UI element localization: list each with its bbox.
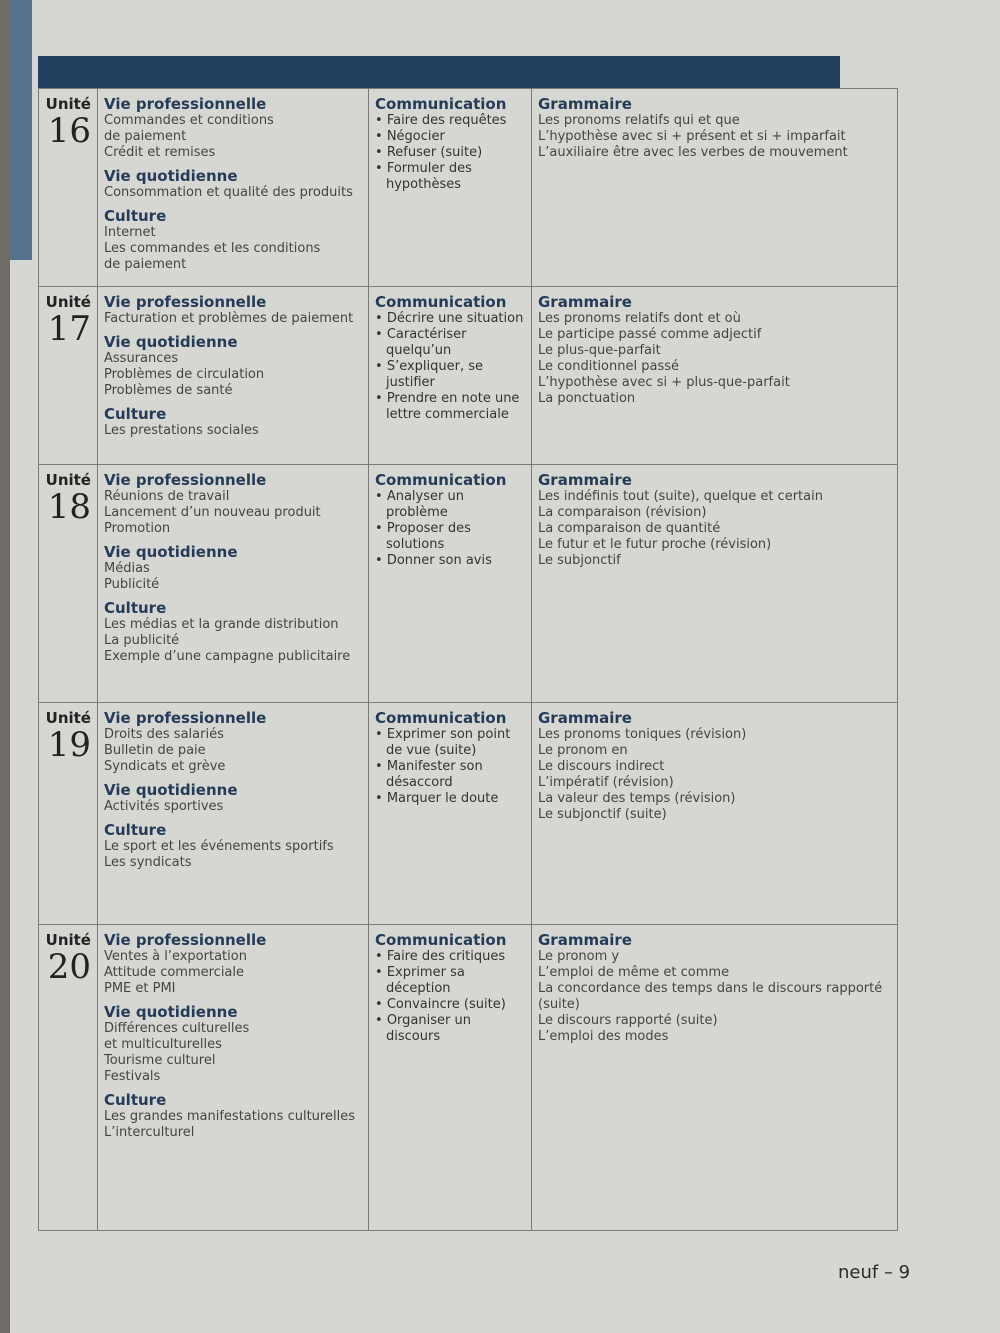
vie-quotidienne-title: Vie quotidienne [104, 781, 238, 799]
culture-title: Culture [104, 821, 167, 839]
grammaire-list [538, 949, 891, 1045]
communication-item: • Convaincre (suite) [375, 997, 525, 1013]
communication-item: • Donner son avis [375, 553, 525, 569]
list-item: et multiculturelles [104, 1037, 222, 1052]
grammaire-list [538, 113, 891, 161]
communication-title: Communication [375, 471, 507, 489]
list-item: Le discours rapporté (suite) [538, 1013, 718, 1028]
communication-item: • Analyser un problème [375, 489, 525, 521]
vie-quotidienne-list [104, 351, 362, 399]
communication-list [375, 727, 525, 807]
list-item: L’emploi de même et comme [538, 965, 730, 980]
communication-title: Communication [375, 709, 507, 727]
communication-title: Communication [375, 931, 507, 949]
culture-list [104, 423, 362, 439]
grammaire-list [538, 727, 891, 823]
communication-item: • Organiser un discours [375, 1013, 525, 1045]
grammaire-title: Grammaire [538, 471, 632, 489]
vie-quotidienne-list [104, 799, 362, 815]
culture-list [104, 1109, 362, 1141]
grammaire-title: Grammaire [538, 709, 632, 727]
list-item: Facturation et problèmes de paiement [104, 311, 354, 326]
list-item: Les commandes et les conditions [104, 241, 321, 256]
communication-item: • Décrire une situation [375, 311, 525, 327]
communication-item: • Manifester son désaccord [375, 759, 525, 791]
list-item: Le participe passé comme adjectif [538, 327, 762, 342]
unit-number: 19 [47, 725, 91, 765]
list-item: Bulletin de paie [104, 743, 206, 758]
vie-professionnelle-list [104, 489, 362, 537]
culture-title: Culture [104, 599, 167, 617]
list-item: Les grandes manifestations culturelles [104, 1109, 355, 1124]
communication-item: • Marquer le doute [375, 791, 525, 807]
grammaire-list [538, 311, 891, 407]
list-item: Consommation et qualité des produits [104, 185, 353, 200]
communication-item: • Caractériser quelqu’un [375, 327, 525, 359]
list-item: Le sport et les événements sportifs [104, 839, 334, 854]
list-item: Promotion [104, 521, 171, 536]
communication-cell [369, 89, 532, 287]
list-item: La comparaison de quantité [538, 521, 721, 536]
list-item: L’interculturel [104, 1125, 195, 1140]
list-item: Syndicats et grève [104, 759, 226, 774]
vie-professionnelle-list [104, 949, 362, 997]
vie-quotidienne-title: Vie quotidienne [104, 543, 238, 561]
vie-cell [98, 703, 369, 925]
list-item: Tourisme culturel [104, 1053, 216, 1068]
unit-cell [39, 703, 98, 925]
vie-professionnelle-list [104, 727, 362, 775]
list-item: Festivals [104, 1069, 161, 1084]
list-item: La publicité [104, 633, 180, 648]
list-item: Ventes à l’exportation [104, 949, 247, 964]
list-item: Les syndicats [104, 855, 192, 870]
list-item: Le subjonctif [538, 553, 621, 568]
page-number: neuf – 9 [838, 1262, 911, 1283]
grammaire-cell [532, 287, 898, 465]
communication-item: • S’expliquer, se justifier [375, 359, 525, 391]
list-item: La comparaison (révision) [538, 505, 707, 520]
vie-quotidienne-list [104, 185, 362, 201]
unit-label: Unité [45, 709, 91, 727]
grammaire-list [538, 489, 891, 569]
list-item: L’hypothèse avec si + présent et si + imparfait [538, 129, 846, 144]
vie-quotidienne-title: Vie quotidienne [104, 333, 238, 351]
list-item: Droits des salariés [104, 727, 224, 742]
contents-table [38, 88, 898, 1231]
list-item: Le discours indirect [538, 759, 665, 774]
list-item: de paiement [104, 257, 187, 272]
list-item: Le conditionnel passé [538, 359, 679, 374]
unit-row [39, 89, 898, 287]
unit-label: Unité [45, 293, 91, 311]
unit-label: Unité [45, 95, 91, 113]
unit-cell [39, 89, 98, 287]
grammaire-cell [532, 703, 898, 925]
unit-label: Unité [45, 931, 91, 949]
communication-cell [369, 925, 532, 1231]
culture-title: Culture [104, 1091, 167, 1109]
list-item: Le plus-que-parfait [538, 343, 661, 358]
header-bar [38, 56, 840, 88]
list-item: Attitude commerciale [104, 965, 245, 980]
list-item: Commandes et conditions [104, 113, 274, 128]
list-item: Les pronoms relatifs dont et où [538, 311, 741, 326]
unit-number: 18 [47, 487, 91, 527]
list-item: Le pronom en [538, 743, 628, 758]
unit-row [39, 287, 898, 465]
vie-quotidienne-title: Vie quotidienne [104, 167, 238, 185]
list-item: Le subjonctif (suite) [538, 807, 667, 822]
communication-item: • Faire des requêtes [375, 113, 525, 129]
communication-title: Communication [375, 293, 507, 311]
culture-list [104, 839, 362, 871]
unit-cell [39, 465, 98, 703]
list-item: Problèmes de circulation [104, 367, 265, 382]
communication-list [375, 113, 525, 193]
communication-item: • Exprimer son point de vue (suite) [375, 727, 525, 759]
vie-cell [98, 925, 369, 1231]
list-item: Les médias et la grande distribution [104, 617, 339, 632]
communication-cell [369, 465, 532, 703]
vie-professionnelle-list [104, 113, 362, 161]
list-item: Les pronoms toniques (révision) [538, 727, 747, 742]
list-item: L’impératif (révision) [538, 775, 674, 790]
list-item: Exemple d’une campagne publicitaire [104, 649, 351, 664]
communication-cell [369, 287, 532, 465]
unit-number: 17 [47, 309, 91, 349]
communication-item: • Formuler des hypothèses [375, 161, 525, 193]
unit-row [39, 465, 898, 703]
list-item: L’emploi des modes [538, 1029, 669, 1044]
communication-list [375, 311, 525, 423]
list-item: Internet [104, 225, 156, 240]
vie-cell [98, 287, 369, 465]
vie-professionnelle-title: Vie professionnelle [104, 471, 267, 489]
list-item: Crédit et remises [104, 145, 216, 160]
vie-quotidienne-list [104, 561, 362, 593]
culture-title: Culture [104, 207, 167, 225]
vie-professionnelle-title: Vie professionnelle [104, 293, 267, 311]
unit-number: 16 [47, 111, 91, 151]
vie-cell [98, 465, 369, 703]
grammaire-title: Grammaire [538, 95, 632, 113]
list-item: Les indéfinis tout (suite), quelque et certain [538, 489, 823, 504]
list-item: PME et PMI [104, 981, 176, 996]
list-item: Les pronoms relatifs qui et que [538, 113, 740, 128]
list-item: Activités sportives [104, 799, 224, 814]
grammaire-cell [532, 465, 898, 703]
communication-item: • Proposer des solutions [375, 521, 525, 553]
list-item: Publicité [104, 577, 160, 592]
unit-number: 20 [47, 947, 91, 987]
vie-quotidienne-title: Vie quotidienne [104, 1003, 238, 1021]
communication-item: • Négocier [375, 129, 525, 145]
list-item: Les prestations sociales [104, 423, 259, 438]
vie-professionnelle-list [104, 311, 362, 327]
communication-item: • Refuser (suite) [375, 145, 525, 161]
list-item: Lancement d’un nouveau produit [104, 505, 321, 520]
vie-professionnelle-title: Vie professionnelle [104, 709, 267, 727]
vie-professionnelle-title: Vie professionnelle [104, 931, 267, 949]
unit-cell [39, 287, 98, 465]
page-spine-edge [10, 0, 32, 260]
list-item: Différences culturelles [104, 1021, 250, 1036]
book-page [10, 0, 1000, 1333]
vie-quotidienne-list [104, 1021, 362, 1085]
unit-cell [39, 925, 98, 1231]
communication-list [375, 949, 525, 1045]
list-item: L’auxiliaire être avec les verbes de mouvement [538, 145, 848, 160]
unit-label: Unité [45, 471, 91, 489]
communication-title: Communication [375, 95, 507, 113]
culture-title: Culture [104, 405, 167, 423]
list-item: Problèmes de santé [104, 383, 233, 398]
communication-item: • Faire des critiques [375, 949, 525, 965]
list-item: Le futur et le futur proche (révision) [538, 537, 772, 552]
vie-professionnelle-title: Vie professionnelle [104, 95, 267, 113]
list-item: La concordance des temps dans le discours rapporté (suite) [538, 981, 883, 1012]
vie-cell [98, 89, 369, 287]
communication-item: • Prendre en note une lettre commerciale [375, 391, 525, 423]
list-item: Le pronom y [538, 949, 620, 964]
grammaire-title: Grammaire [538, 293, 632, 311]
communication-list [375, 489, 525, 569]
grammaire-cell [532, 89, 898, 287]
list-item: La valeur des temps (révision) [538, 791, 736, 806]
communication-item: • Exprimer sa déception [375, 965, 525, 997]
list-item: Médias [104, 561, 150, 576]
list-item: de paiement [104, 129, 187, 144]
list-item: L’hypothèse avec si + plus-que-parfait [538, 375, 790, 390]
list-item: Assurances [104, 351, 179, 366]
list-item: La ponctuation [538, 391, 636, 406]
unit-row [39, 925, 898, 1231]
list-item: Réunions de travail [104, 489, 230, 504]
unit-row [39, 703, 898, 925]
culture-list [104, 225, 362, 273]
grammaire-cell [532, 925, 898, 1231]
culture-list [104, 617, 362, 665]
communication-cell [369, 703, 532, 925]
grammaire-title: Grammaire [538, 931, 632, 949]
